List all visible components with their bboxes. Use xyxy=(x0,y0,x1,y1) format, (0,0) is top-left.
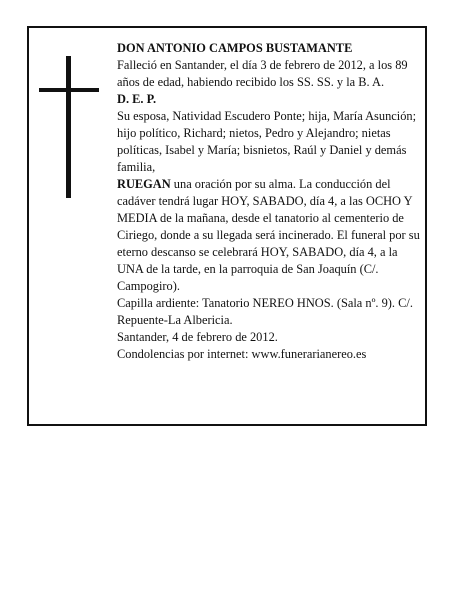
ruegan-paragraph xyxy=(117,176,421,295)
cross-vertical-bar xyxy=(66,56,71,198)
ruegan-label: RUEGAN xyxy=(117,177,171,191)
obituary-notice xyxy=(27,26,427,426)
family-list: Su esposa, Natividad Escudero Ponte; hija, María Asunción; hijo político, Richard; nietos, Pedro y Alejandro; nietas políticas, Isabel y María; bisnietos, Raúl y Daniel y demás familia, xyxy=(117,109,417,174)
deceased-name: DON ANTONIO CAMPOS BUSTAMANTE xyxy=(117,41,353,55)
chapel-info: Capilla ardiente: Tanatorio NEREO HNOS. (Sala nº. 9). C/. Repuente-La Albericia. xyxy=(117,296,413,327)
condolences-line: Condolencias por internet: www.funerarianereo.es xyxy=(117,347,367,361)
cross-icon xyxy=(39,56,99,198)
cross-horizontal-bar xyxy=(39,88,99,92)
place-date: Santander, 4 de febrero de 2012. xyxy=(117,330,278,344)
notice-text xyxy=(117,40,421,363)
ruegan-text: una oración por su alma. La conducción del cadáver tendrá lugar HOY, SABADO, día 4, a las OCHO Y MEDIA de la mañana, desde el tanatorio al cementerio de Ciriego, donde a su llegada será incinerado. El funeral por su eterno descanso se celebrará HOY, SABADO, día 4, a la UNA de la tarde, en la parroquia de San Joaquín (C/. Campogiro). xyxy=(117,177,420,293)
death-info: Falleció en Santander, el día 3 de febrero de 2012, a los 89 años de edad, habiendo recibido los SS. SS. y la B. A. xyxy=(117,58,408,89)
dep-line: D. E. P. xyxy=(117,92,157,106)
